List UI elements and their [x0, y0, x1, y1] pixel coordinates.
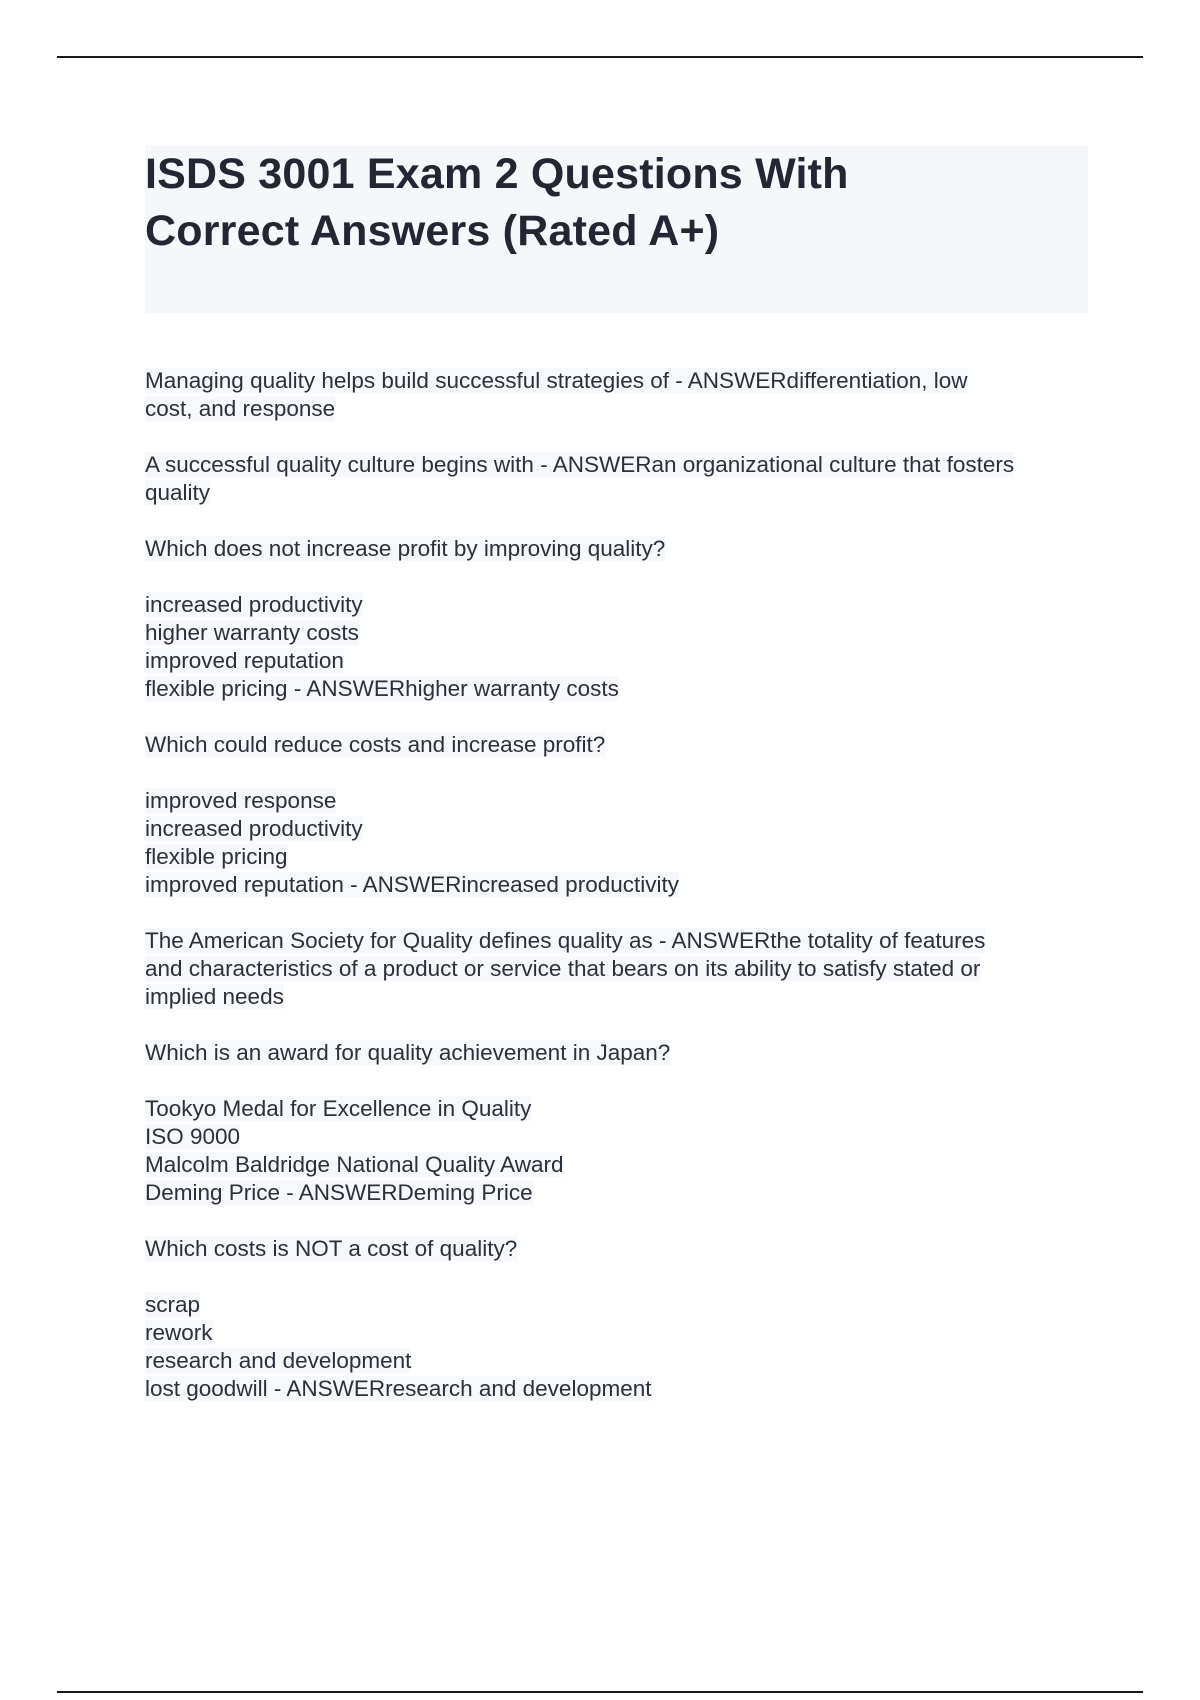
- qa-option: research and development: [145, 1348, 412, 1373]
- qa-option: flexible pricing: [145, 844, 288, 869]
- qa-options: [145, 591, 1088, 703]
- qa-options: [145, 1291, 1088, 1403]
- bottom-divider: [57, 1691, 1143, 1693]
- qa-text-line: implied needs: [145, 984, 284, 1009]
- qa-option-answer: Deming Price - ANSWERDeming Price: [145, 1180, 533, 1205]
- qa-text-line: Managing quality helps build successful strategies of - ANSWERdifferentiation, low: [145, 368, 968, 393]
- qa-option-answer: flexible pricing - ANSWERhigher warranty costs: [145, 676, 619, 701]
- qa-item: [145, 731, 1088, 899]
- qa-question: Which is an award for quality achievement in Japan?: [145, 1040, 671, 1065]
- qa-options: [145, 787, 1088, 899]
- qa-option-answer: improved reputation - ANSWERincreased productivity: [145, 872, 679, 897]
- qa-question: Which could reduce costs and increase profit?: [145, 732, 606, 757]
- qa-option: improved reputation: [145, 648, 344, 673]
- qa-option: increased productivity: [145, 816, 363, 841]
- qa-text-line: A successful quality culture begins with - ANSWERan organizational culture that fosters: [145, 452, 1015, 477]
- qa-list: [145, 367, 1088, 1431]
- qa-option: increased productivity: [145, 592, 363, 617]
- qa-text-line: and characteristics of a product or service that bears on its ability to satisfy stated or: [145, 956, 981, 981]
- title-line-2: Correct Answers (Rated A+): [145, 207, 720, 255]
- qa-option: rework: [145, 1320, 213, 1345]
- qa-option: higher warranty costs: [145, 620, 359, 645]
- qa-option: Malcolm Baldridge National Quality Award: [145, 1152, 564, 1177]
- qa-item: [145, 535, 1088, 703]
- top-divider: [57, 56, 1143, 58]
- title-block: [145, 146, 1088, 313]
- qa-item: [145, 1039, 1088, 1207]
- qa-item: [145, 451, 1088, 507]
- title-line-1: ISDS 3001 Exam 2 Questions With: [145, 150, 849, 198]
- qa-question: Which does not increase profit by improving quality?: [145, 536, 666, 561]
- qa-option-answer: lost goodwill - ANSWERresearch and development: [145, 1376, 652, 1401]
- qa-text-line: cost, and response: [145, 396, 336, 421]
- qa-option: Tookyo Medal for Excellence in Quality: [145, 1096, 532, 1121]
- qa-text-line: quality: [145, 480, 211, 505]
- qa-item: [145, 927, 1088, 1011]
- qa-question: Which costs is NOT a cost of quality?: [145, 1236, 518, 1261]
- qa-item: [145, 1235, 1088, 1403]
- document-title: [145, 146, 1088, 260]
- qa-item: [145, 367, 1088, 423]
- qa-option: scrap: [145, 1292, 201, 1317]
- qa-option: ISO 9000: [145, 1124, 241, 1149]
- qa-text-line: The American Society for Quality defines quality as - ANSWERthe totality of features: [145, 928, 986, 953]
- qa-options: [145, 1095, 1088, 1207]
- qa-option: improved response: [145, 788, 337, 813]
